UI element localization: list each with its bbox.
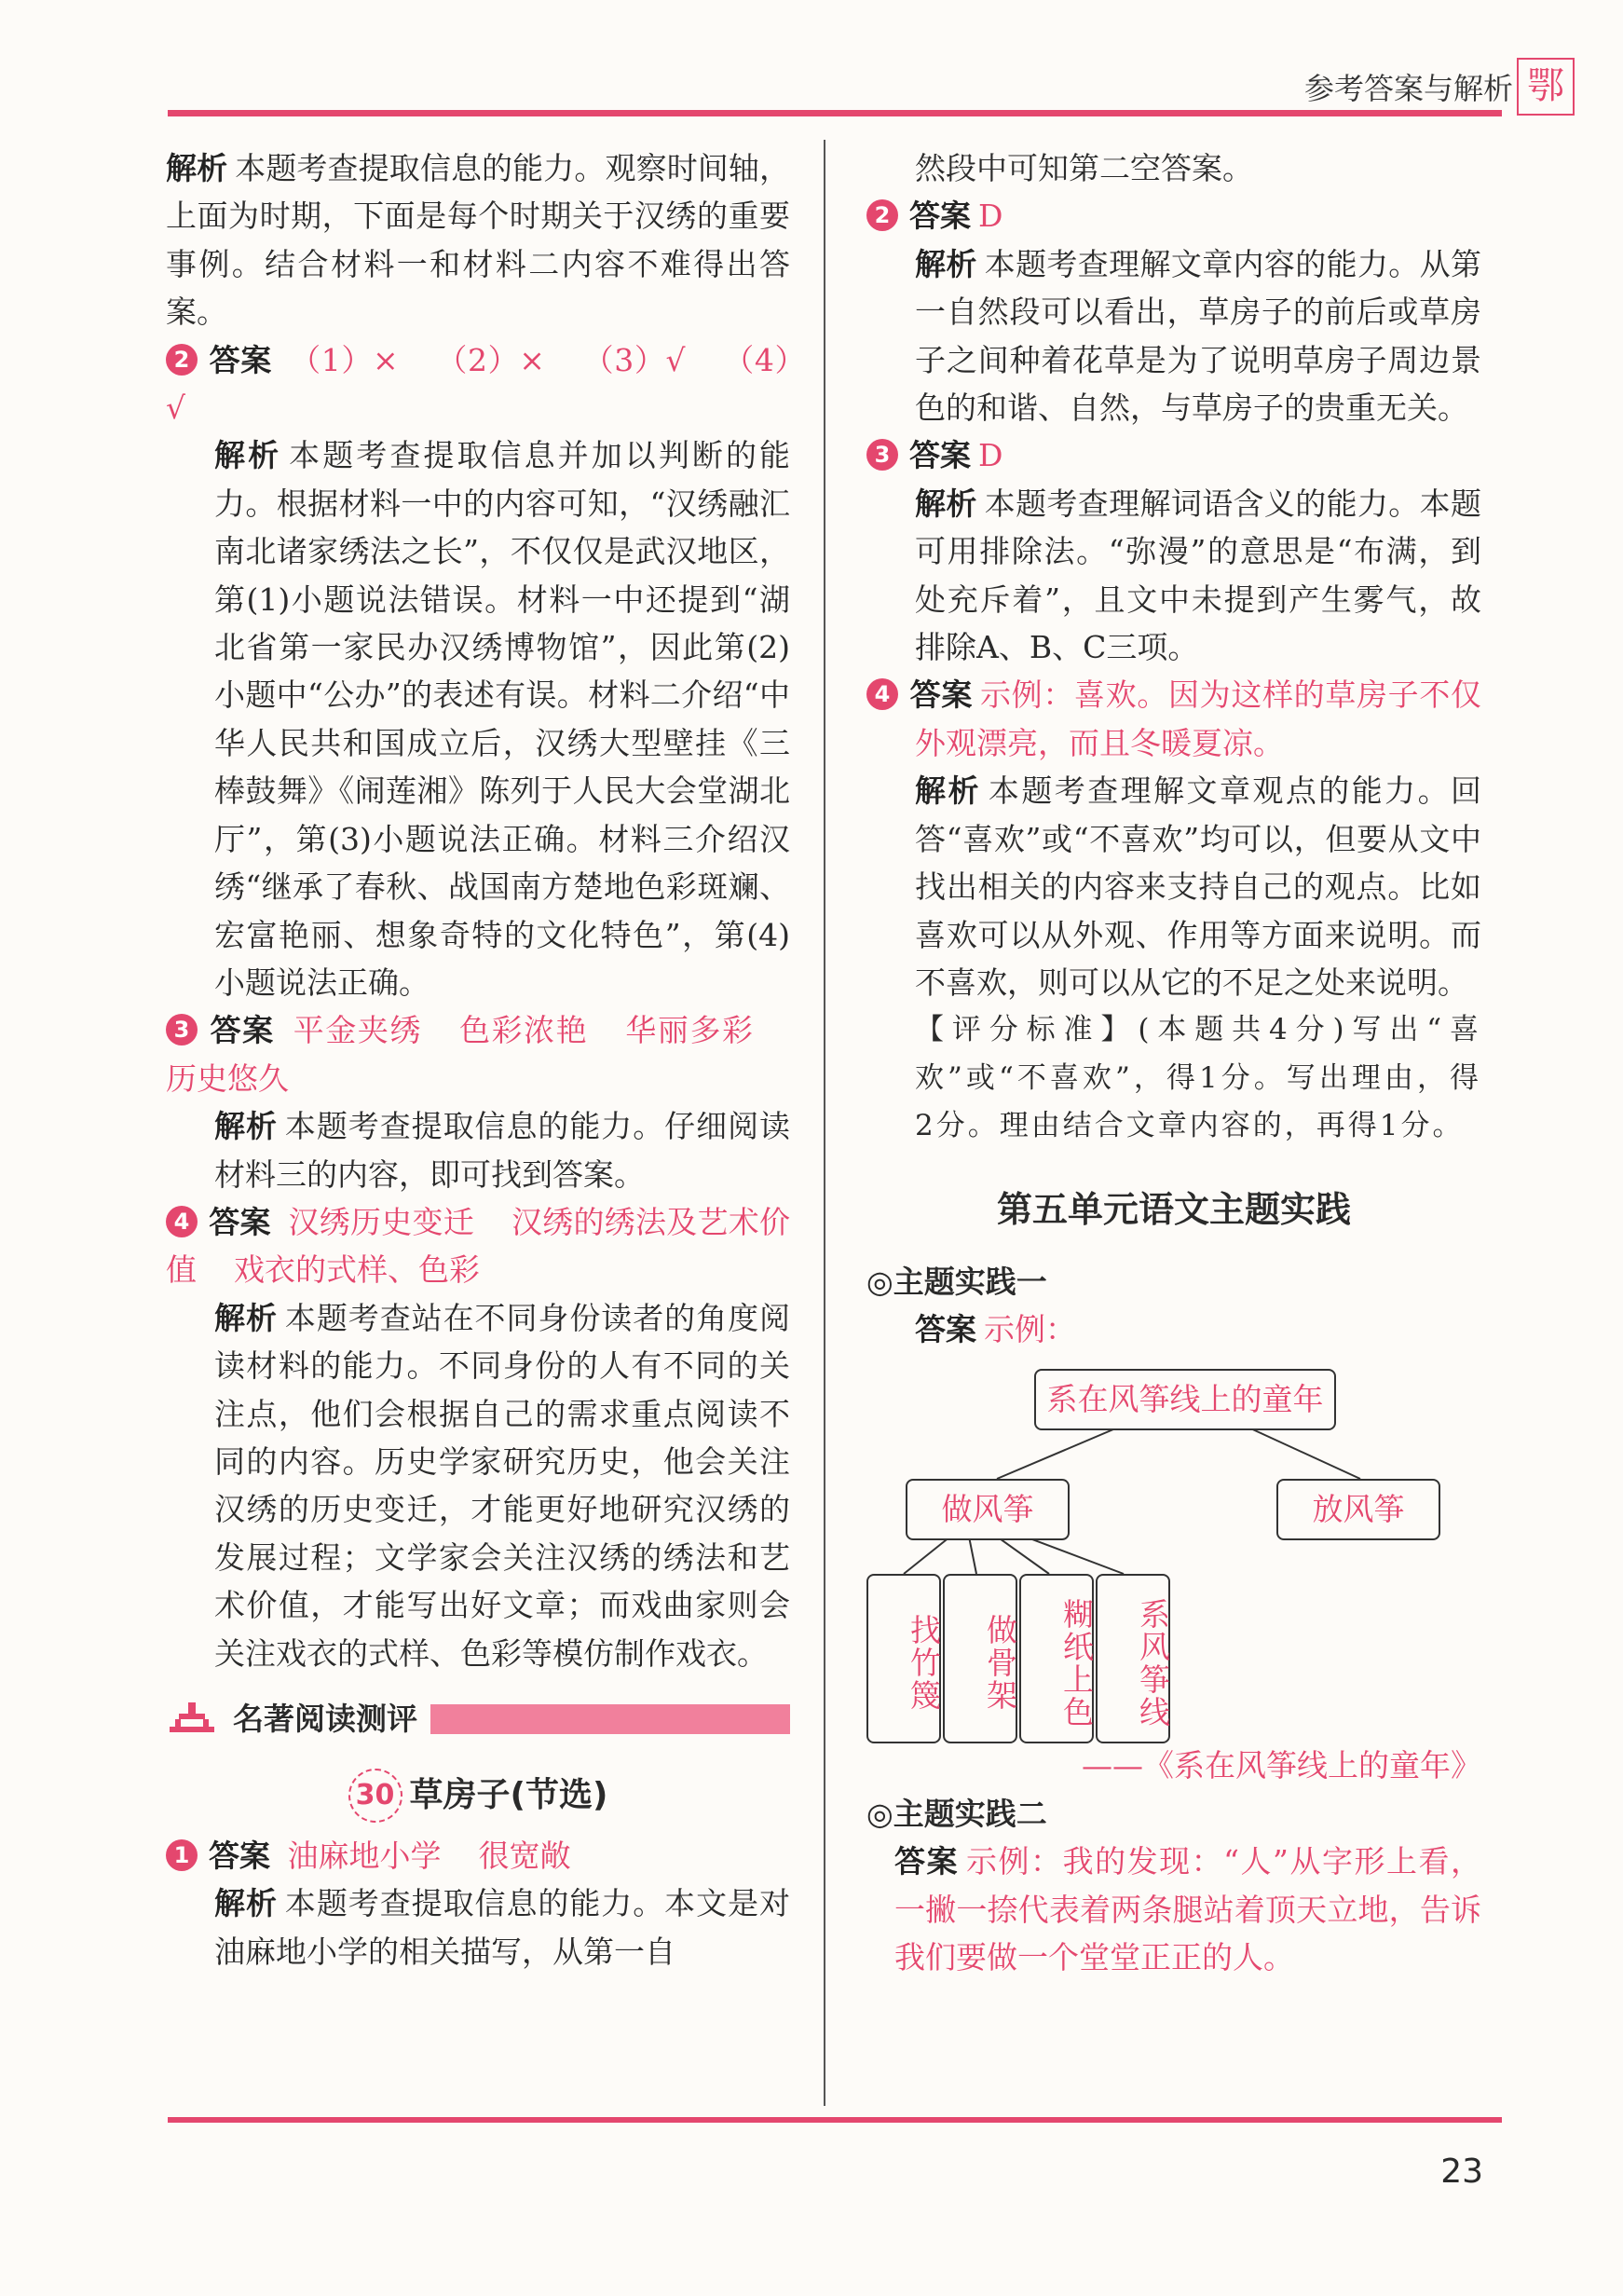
answer-text: （1）× (290, 341, 399, 378)
explanation-label: 解析 (214, 1108, 278, 1145)
explanation-text: 本题考查理解词语含义的能力。本题可用排除法。“弥漫”的意思是“布满，到处充斥着”，且文中未提到产生雾气，故排除A、B、C三项。 (915, 485, 1482, 666)
q2-explanation (166, 431, 790, 1006)
explanation-text: 本题考查站在不同身份读者的角度阅读材料的能力。不同身份的人有不同的关注点，他们会根据自己的需求重点阅读不同的内容。历史学家研究历史，他会关注汉绣的历史变迁，才能更好地研究汉绣的发展过程；文学家会关注汉绣的绣法和艺术价值，才能写出好文章；而戏曲家则会关注戏衣的式样、色彩等模仿制作戏衣。 (214, 1299, 791, 1672)
answer-text: 汉绣的绣法及艺术价值 (166, 1203, 790, 1289)
diagram-leaf: 做骨架 (943, 1574, 1017, 1743)
theme2-heading: ◎主题实践二 (866, 1795, 1047, 1832)
a4-answer (866, 671, 1481, 767)
answer-text: 很宽敞 (478, 1838, 571, 1874)
diagram-leaf: 系风筝线 (1096, 1574, 1170, 1743)
header-title: 参考答案与解析 (1303, 71, 1513, 106)
answer-label: 答案 (209, 1012, 275, 1049)
question-number-badge: 4 (866, 678, 898, 710)
section-header (166, 1694, 790, 1744)
q1-explanation (166, 144, 790, 336)
answer-text: 示例：我的发现：“人”从字形上看，一撇一捺代表着两条腿站着顶天立地，告诉我们要做一个堂堂正正的人。 (894, 1843, 1481, 1975)
article-title (166, 1769, 790, 1823)
question-number-badge: 4 (166, 1206, 198, 1237)
answer-text: 示例：喜欢。因为这样的草房子不仅外观漂亮，而且冬暖夏凉。 (915, 676, 1481, 761)
unit-title: 第五单元语文主题实践 (996, 1188, 1351, 1230)
answer-text: 示例： (984, 1311, 1076, 1348)
section-stripe (430, 1704, 790, 1734)
a3-answer (866, 431, 1481, 479)
q4-answer (166, 1198, 790, 1294)
question-number-badge: 3 (166, 1014, 198, 1046)
pavilion-icon (166, 1701, 218, 1738)
a1-answer (166, 1832, 790, 1879)
explanation-text: 本题考查提取信息并加以判断的能力。根据材料一中的内容可知，“汉绣融汇南北诸家绣法之长”，不仅仅是武汉地区，第(1)小题说法错误。材料一中还提到“湖北省第一家民办汉绣博物馆”，因此第(2)小题中“公办”的表述有误。材料二介绍“中华人民共和国成立后，汉绣大型壁挂《三棒鼓舞》《闹莲湘》陈列于人民大会堂湖北厅”，第(3)小题说法正确。材料三介绍汉绣“继承了春秋、战国南方楚地色彩斑斓、宏富艳丽、想象奇特的文化特色”，第(4)小题说法正确。 (214, 437, 790, 1001)
question-number-badge: 2 (866, 199, 898, 231)
article-number: 30 (348, 1769, 402, 1823)
page-number: 23 (1440, 2152, 1483, 2191)
question-number-badge: 3 (866, 439, 898, 471)
explanation-text: 本题考查提取信息的能力。仔细阅读材料三的内容，即可找到答案。 (214, 1108, 791, 1193)
bottom-rule (168, 2117, 1502, 2123)
answer-label: 答案 (909, 198, 971, 235)
a3-explanation (866, 480, 1481, 672)
explanation-label: 解析 (915, 772, 981, 810)
answer-text: （4）√ (166, 341, 791, 427)
answer-label: 答案 (909, 676, 973, 714)
q2-answer (166, 336, 790, 432)
answer-text: D (978, 198, 1003, 235)
answer-label: 答案 (209, 1203, 271, 1240)
answer-text: （3）√ (581, 341, 686, 378)
answer-text: 油麻地小学 (287, 1838, 442, 1874)
answer-label: 答案 (209, 341, 272, 378)
diagram-caption: ——《系在风筝线上的童年》 (1082, 1746, 1481, 1784)
explanation-label: 解析 (915, 485, 977, 522)
answer-text: 平金夹绣 (293, 1012, 423, 1049)
a1-explanation-continued: 然段中可知第二空答案。 (915, 150, 1253, 186)
a2-explanation (866, 240, 1481, 432)
explanation-label: 解析 (214, 437, 282, 474)
a1-explanation (166, 1879, 790, 1975)
answer-text: 戏衣的式样、色彩 (234, 1251, 480, 1289)
answer-label: 答案 (909, 437, 971, 474)
q3-answer (166, 1006, 790, 1102)
top-rule (168, 110, 1502, 116)
explanation-label: 解析 (166, 150, 228, 186)
section-title: 名著阅读测评 (233, 1701, 417, 1738)
explanation-text: 本题考查提取信息的能力。本文是对油麻地小学的相关描写，从第一自 (214, 1885, 791, 1970)
right-column (866, 144, 1481, 1981)
a2-answer (866, 192, 1481, 239)
answer-label: 答案 (894, 1843, 960, 1880)
theme1-answer (866, 1305, 1481, 1353)
header-badge: 鄂 (1517, 58, 1575, 116)
answer-text: 色彩浓艳 (459, 1012, 589, 1049)
answer-text: （2）× (435, 341, 545, 378)
answer-text: 历史悠久 (166, 1059, 289, 1097)
answer-text: 汉绣历史变迁 (288, 1203, 474, 1240)
explanation-text: 本题考查理解文章观点的能力。回答“喜欢”或“不喜欢”均可以，但要从文中找出相关的内容来支持自己的观点。比如喜欢可以从外观、作用等方面来说明。而不喜欢，则可以从它的不足之处来说明。 (915, 772, 1481, 1001)
kite-diagram (866, 1361, 1481, 1790)
article-title-text: 草房子(节选) (409, 1776, 608, 1814)
explanation-text: 本题考查理解文章内容的能力。从第一自然段可以看出，草房子的前后或草房子之间种着花草是为了说明草房子周边景色的和谐、自然，与草房子的贵重无关。 (915, 245, 1482, 427)
question-number-badge: 2 (166, 344, 198, 376)
answer-label: 答案 (209, 1838, 270, 1874)
left-column (166, 144, 790, 1975)
a4-explanation (866, 767, 1481, 1006)
explanation-label: 解析 (214, 1885, 278, 1922)
column-divider (824, 140, 825, 2106)
q3-explanation (166, 1102, 790, 1198)
diagram-leaf: 找竹篾 (866, 1574, 941, 1743)
diagram-node-make: 做风筝 (906, 1479, 1070, 1540)
q4-explanation (166, 1294, 790, 1677)
diagram-leaf: 糊纸上色 (1019, 1574, 1094, 1743)
diagram-root: 系在风筝线上的童年 (1034, 1369, 1336, 1430)
explanation-label: 解析 (915, 245, 977, 282)
diagram-node-fly: 放风筝 (1276, 1479, 1440, 1540)
theme1-heading: ◎主题实践一 (866, 1263, 1047, 1300)
scoring-criteria: 【评分标准】(本题共4分)写出“喜欢”或“不喜欢”，得1分。写出理由，得2分。理由结合文章内容的，再得1分。 (915, 1013, 1481, 1143)
answer-label: 答案 (915, 1311, 976, 1348)
explanation-text: 本题考查提取信息的能力。观察时间轴，上面为时期，下面是每个时期关于汉绣的重要事例。结合材料一和材料二内容不难得出答案。 (166, 150, 791, 331)
explanation-label: 解析 (214, 1299, 278, 1336)
answer-text: D (978, 437, 1003, 474)
question-number-badge: 1 (166, 1839, 198, 1871)
answer-text: 华丽多彩 (625, 1012, 754, 1049)
theme2-answer (866, 1838, 1481, 1981)
